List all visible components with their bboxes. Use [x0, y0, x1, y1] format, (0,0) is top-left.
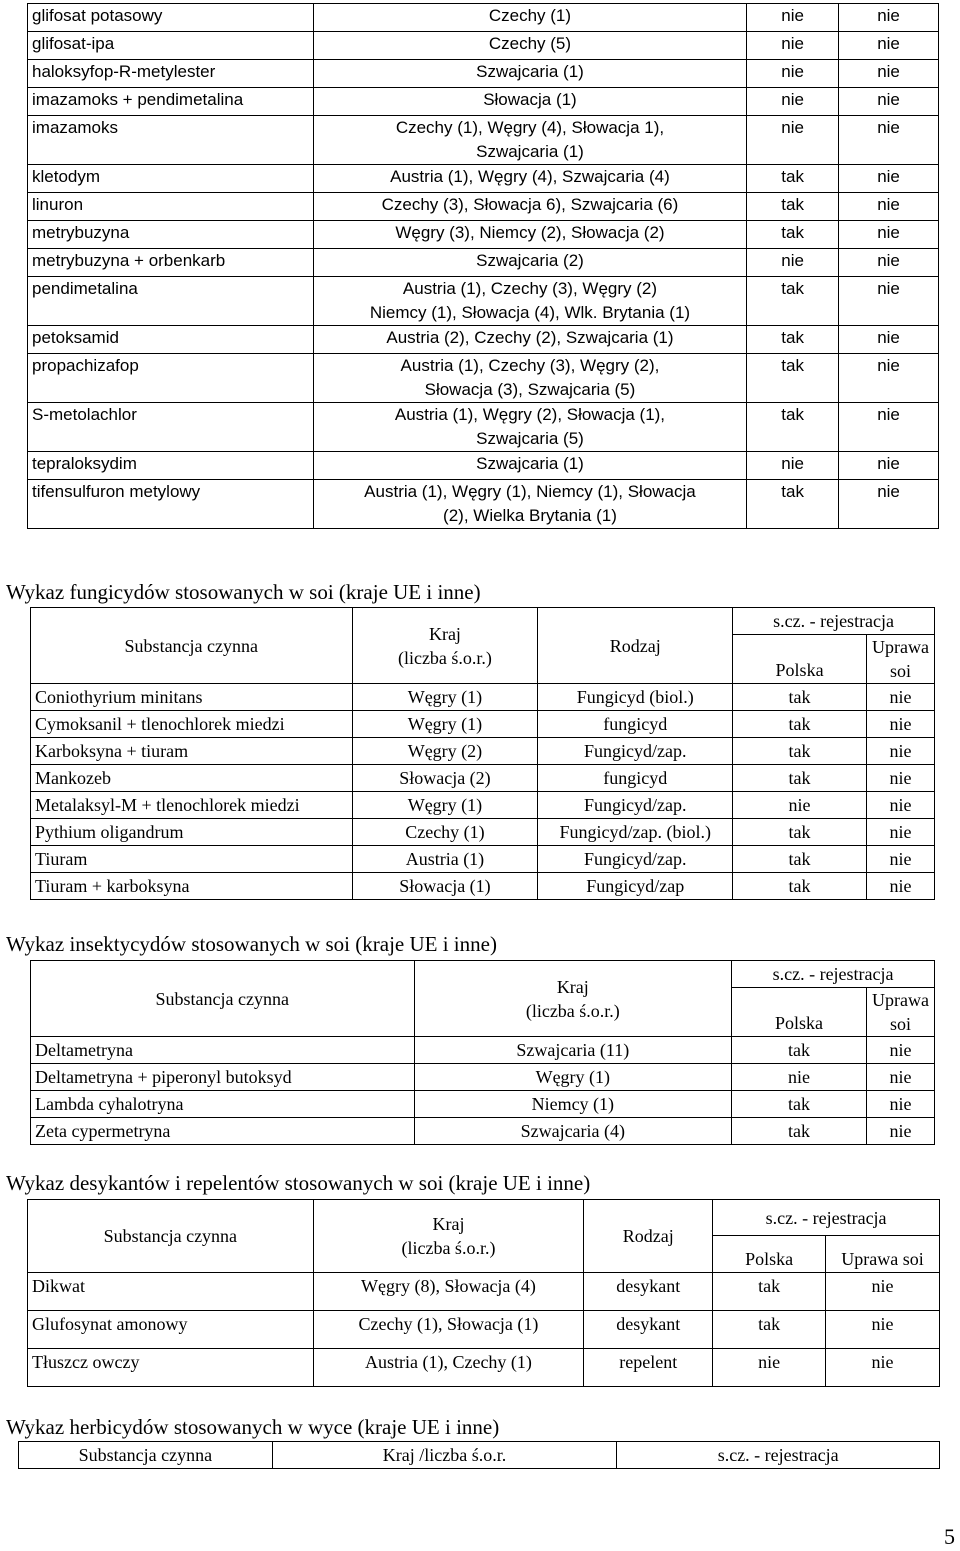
cell-soy: nie: [866, 1064, 934, 1091]
country-line: Austria (1), Węgry (2), Słowacja (1),: [394, 405, 666, 424]
country-line: Szwajcaria (5): [476, 429, 584, 448]
cell-soy: nie: [866, 684, 934, 711]
cell-country: Austria (1): [352, 846, 538, 873]
cell-soy: nie: [839, 221, 939, 249]
cell-soy: nie: [866, 846, 934, 873]
cell-soy: nie: [839, 4, 939, 32]
cell-soy: nie: [826, 1349, 940, 1387]
cell-substance: Mankozeb: [31, 765, 353, 792]
table-row: [28, 60, 939, 88]
vetch-herbicides-heading: Wykaz herbicydów stosowanych w wyce (kraje UE i inne): [6, 1415, 500, 1439]
table-row: [31, 1118, 935, 1145]
cell-countries: [313, 32, 746, 60]
header-country: Kraj (liczba ś.o.r.): [414, 961, 732, 1037]
cell-type: fungicyd: [538, 711, 733, 738]
cell-poland: tak: [733, 846, 867, 873]
cell-countries: [313, 60, 746, 88]
table-row: [31, 684, 935, 711]
header-substance: Substancja czynna: [28, 1200, 314, 1273]
cell-country: Węgry (1): [352, 711, 538, 738]
table-row: [31, 765, 935, 792]
cell-poland: tak: [747, 480, 839, 529]
table-row: [31, 1091, 935, 1118]
country-line: Austria (1), Czechy (3), Węgry (2): [402, 279, 658, 298]
insecticides-heading: Wykaz insektycydów stosowanych w soi (kraje UE i inne): [6, 932, 497, 956]
table-row: [28, 116, 939, 165]
herbicides-soy-table: [27, 3, 939, 529]
cell-countries: [313, 277, 746, 326]
table-row: [28, 221, 939, 249]
country-line: Szwajcaria (2): [476, 251, 584, 270]
fungicides-heading: Wykaz fungicydów stosowanych w soi (kraje UE i inne): [6, 580, 481, 604]
vetch-herbicides-table: [18, 1441, 940, 1469]
table-row: [31, 1064, 935, 1091]
cell-country: Węgry (1): [352, 792, 538, 819]
fungicides-table: [30, 607, 935, 900]
cell-country: Szwajcaria (4): [414, 1118, 732, 1145]
cell-poland: tak: [733, 873, 867, 900]
cell-countries: [313, 403, 746, 452]
header-registration: s.cz. - rejestracja: [713, 1200, 940, 1236]
cell-countries: [313, 452, 746, 480]
cell-country: Węgry (1): [352, 684, 538, 711]
country-line: Węgry (3), Niemcy (2), Słowacja (2): [395, 223, 665, 242]
cell-country: Niemcy (1): [414, 1091, 732, 1118]
cell-soy: nie: [839, 403, 939, 452]
cell-soy: nie: [866, 792, 934, 819]
cell-substance: imazamoks + pendimetalina: [28, 88, 314, 116]
cell-poland: tak: [733, 819, 867, 846]
cell-poland: tak: [747, 403, 839, 452]
table-row: [31, 873, 935, 900]
table-row: [28, 354, 939, 403]
header-registration: s.cz. - rejestracja: [732, 961, 935, 988]
cell-soy: nie: [866, 819, 934, 846]
cell-soy: nie: [839, 480, 939, 529]
cell-substance: Cymoksanil + tlenochlorek miedzi: [31, 711, 353, 738]
cell-soy: nie: [839, 354, 939, 403]
country-line: Niemcy (1), Słowacja (4), Wlk. Brytania (1): [369, 303, 691, 322]
country-line: Austria (1), Węgry (1), Niemcy (1), Słowacja: [364, 482, 696, 501]
cell-poland: nie: [747, 32, 839, 60]
cell-substance: Zeta cypermetryna: [31, 1118, 415, 1145]
cell-countries: [313, 4, 746, 32]
header-poland: Polska: [713, 1236, 826, 1273]
table-row: [31, 792, 935, 819]
header-type: Rodzaj: [538, 608, 733, 684]
header-poland: Polska: [733, 635, 867, 684]
cell-country: Węgry (1): [414, 1064, 732, 1091]
cell-type: Fungicyd/zap.: [538, 792, 733, 819]
country-line: Czechy (3), Słowacja 6), Szwajcaria (6): [381, 195, 679, 214]
cell-substance: kletodym: [28, 165, 314, 193]
cell-substance: Coniothyrium minitans: [31, 684, 353, 711]
header-country: Kraj (liczba ś.o.r.): [352, 608, 538, 684]
cell-poland: tak: [733, 684, 867, 711]
country-line: (2), Wielka Brytania (1): [443, 506, 617, 525]
cell-substance: glifosat-ipa: [28, 32, 314, 60]
table-row: [28, 1349, 940, 1387]
cell-substance: haloksyfop-R-metylester: [28, 60, 314, 88]
page-number: 5: [944, 1524, 955, 1549]
table-row: [31, 1037, 935, 1064]
table-row: [28, 403, 939, 452]
table-row: [31, 738, 935, 765]
cell-soy: nie: [839, 88, 939, 116]
header-substance: Substancja czynna: [31, 608, 353, 684]
cell-substance: Deltametryna + piperonyl butoksyd: [31, 1064, 415, 1091]
country-line: Czechy (1), Węgry (4), Słowacja 1),: [395, 118, 665, 137]
desiccants-heading: Wykaz desykantów i repelentów stosowanych w soi (kraje UE i inne): [6, 1171, 591, 1195]
cell-substance: petoksamid: [28, 326, 314, 354]
header-country: Kraj /liczba ś.o.r.: [272, 1442, 617, 1469]
country-line: Słowacja (1): [483, 90, 577, 109]
cell-soy: nie: [839, 165, 939, 193]
table-row: [28, 326, 939, 354]
cell-substance: Glufosynat amonowy: [28, 1311, 314, 1349]
header-poland: Polska: [732, 988, 867, 1037]
table-row: [28, 32, 939, 60]
table-row: [28, 1273, 940, 1311]
cell-countries: [313, 354, 746, 403]
cell-substance: tifensulfuron metylowy: [28, 480, 314, 529]
cell-substance: propachizafop: [28, 354, 314, 403]
header-substance: Substancja czynna: [31, 961, 415, 1037]
table-row: [28, 88, 939, 116]
cell-substance: imazamoks: [28, 116, 314, 165]
cell-poland: nie: [747, 60, 839, 88]
cell-poland: tak: [747, 221, 839, 249]
cell-soy: nie: [839, 60, 939, 88]
cell-countries: [313, 221, 746, 249]
header-registration: s.cz. - rejestracja: [617, 1442, 940, 1469]
cell-soy: nie: [839, 32, 939, 60]
cell-soy: nie: [866, 1037, 934, 1064]
table-row: [28, 4, 939, 32]
cell-type: Fungicyd/zap.: [538, 738, 733, 765]
cell-countries: [313, 480, 746, 529]
cell-country: Słowacja (2): [352, 765, 538, 792]
cell-poland: nie: [733, 792, 867, 819]
cell-substance: Tłuszcz owczy: [28, 1349, 314, 1387]
cell-poland: nie: [747, 452, 839, 480]
country-line: Austria (2), Czechy (2), Szwajcaria (1): [386, 328, 674, 347]
cell-poland: tak: [732, 1118, 867, 1145]
cell-soy: nie: [826, 1273, 940, 1311]
table-row: [28, 165, 939, 193]
cell-type: fungicyd: [538, 765, 733, 792]
cell-soy: nie: [866, 765, 934, 792]
cell-poland: nie: [747, 88, 839, 116]
country-line: Czechy (1): [488, 6, 572, 25]
cell-countries: [313, 193, 746, 221]
cell-poland: tak: [747, 354, 839, 403]
cell-country: Czechy (1): [352, 819, 538, 846]
table-row: [31, 711, 935, 738]
cell-poland: nie: [747, 4, 839, 32]
table-row: [28, 1311, 940, 1349]
country-line: Austria (1), Czechy (3), Węgry (2),: [400, 356, 660, 375]
cell-type: Fungicyd/zap: [538, 873, 733, 900]
cell-poland: nie: [747, 249, 839, 277]
country-line: Szwajcaria (1): [476, 454, 584, 473]
table-row: [28, 452, 939, 480]
cell-soy: nie: [839, 116, 939, 165]
insecticides-table: [30, 960, 935, 1145]
cell-substance: Karboksyna + tiuram: [31, 738, 353, 765]
cell-substance: Metalaksyl-M + tlenochlorek miedzi: [31, 792, 353, 819]
cell-substance: pendimetalina: [28, 277, 314, 326]
header-soy: Uprawa soi: [866, 635, 934, 684]
cell-poland: tak: [733, 765, 867, 792]
cell-substance: metrybuzyna: [28, 221, 314, 249]
table-row: [31, 819, 935, 846]
cell-poland: tak: [733, 738, 867, 765]
cell-country: Węgry (2): [352, 738, 538, 765]
cell-substance: Lambda cyhalotryna: [31, 1091, 415, 1118]
country-line: Czechy (5): [488, 34, 572, 53]
cell-substance: metrybuzyna + orbenkarb: [28, 249, 314, 277]
cell-substance: Tiuram + karboksyna: [31, 873, 353, 900]
cell-poland: tak: [747, 277, 839, 326]
cell-countries: [313, 165, 746, 193]
cell-country: Szwajcaria (11): [414, 1037, 732, 1064]
cell-poland: tak: [747, 193, 839, 221]
cell-countries: [313, 249, 746, 277]
cell-poland: tak: [732, 1037, 867, 1064]
table-row: [28, 193, 939, 221]
cell-type: Fungicyd/zap.: [538, 846, 733, 873]
country-line: Austria (1), Węgry (4), Szwajcaria (4): [390, 167, 670, 186]
cell-type: Fungicyd/zap. (biol.): [538, 819, 733, 846]
cell-country: Węgry (8), Słowacja (4): [313, 1273, 584, 1311]
cell-poland: tak: [713, 1311, 826, 1349]
cell-soy: nie: [839, 277, 939, 326]
header-substance: Substancja czynna: [19, 1442, 273, 1469]
cell-countries: [313, 88, 746, 116]
cell-substance: Pythium oligandrum: [31, 819, 353, 846]
desiccants-table: [27, 1199, 940, 1387]
cell-substance: Tiuram: [31, 846, 353, 873]
cell-soy: nie: [866, 738, 934, 765]
country-line: Szwajcaria (1): [476, 142, 584, 161]
cell-soy: nie: [866, 1118, 934, 1145]
cell-soy: nie: [866, 873, 934, 900]
table-row: [31, 846, 935, 873]
cell-soy: nie: [826, 1311, 940, 1349]
cell-country: Czechy (1), Słowacja (1): [313, 1311, 584, 1349]
cell-type: desykant: [584, 1273, 713, 1311]
cell-poland: nie: [732, 1064, 867, 1091]
cell-poland: tak: [747, 326, 839, 354]
cell-substance: Dikwat: [28, 1273, 314, 1311]
cell-substance: linuron: [28, 193, 314, 221]
cell-poland: nie: [747, 116, 839, 165]
table-row: [28, 480, 939, 529]
cell-poland: nie: [713, 1349, 826, 1387]
cell-type: repelent: [584, 1349, 713, 1387]
cell-substance: tepraloksydim: [28, 452, 314, 480]
cell-soy: nie: [839, 326, 939, 354]
country-line: Szwajcaria (1): [476, 62, 584, 81]
cell-soy: nie: [839, 452, 939, 480]
cell-poland: tak: [747, 165, 839, 193]
cell-substance: glifosat potasowy: [28, 4, 314, 32]
cell-soy: nie: [866, 1091, 934, 1118]
header-soy: Uprawa soi: [826, 1236, 940, 1273]
cell-poland: tak: [732, 1091, 867, 1118]
cell-countries: [313, 116, 746, 165]
cell-poland: tak: [713, 1273, 826, 1311]
table-row: [28, 249, 939, 277]
cell-country: Słowacja (1): [352, 873, 538, 900]
cell-type: Fungicyd (biol.): [538, 684, 733, 711]
cell-substance: Deltametryna: [31, 1037, 415, 1064]
header-soy: Uprawa soi: [866, 988, 934, 1037]
cell-poland: tak: [733, 711, 867, 738]
header-country: Kraj (liczba ś.o.r.): [313, 1200, 584, 1273]
cell-country: Austria (1), Czechy (1): [313, 1349, 584, 1387]
cell-type: desykant: [584, 1311, 713, 1349]
cell-soy: nie: [839, 249, 939, 277]
table-row: [28, 277, 939, 326]
country-line: Słowacja (3), Szwajcaria (5): [424, 380, 636, 399]
cell-substance: S-metolachlor: [28, 403, 314, 452]
header-registration: s.cz. - rejestracja: [733, 608, 935, 635]
cell-soy: nie: [839, 193, 939, 221]
cell-countries: [313, 326, 746, 354]
cell-soy: nie: [866, 711, 934, 738]
header-type: Rodzaj: [584, 1200, 713, 1273]
